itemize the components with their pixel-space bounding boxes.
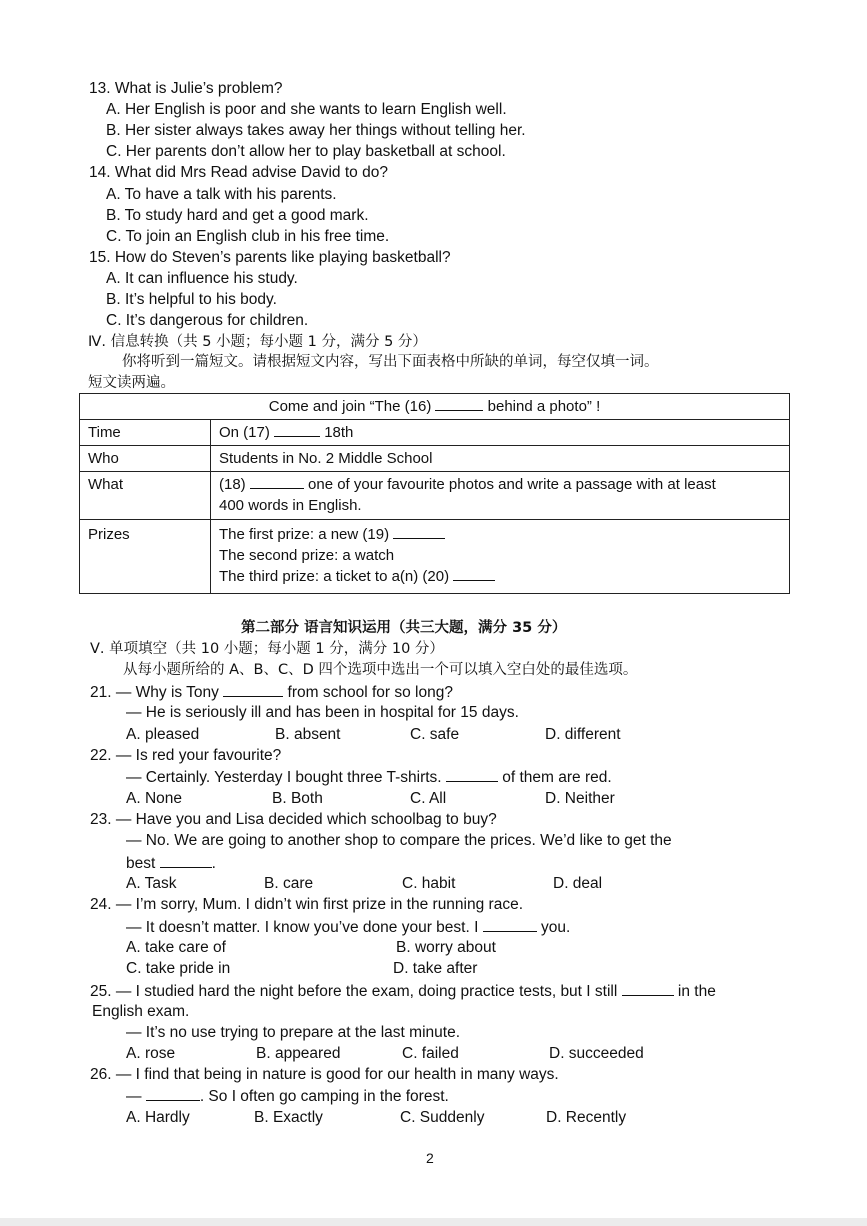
q25-option-b: B. appeared [256, 1045, 341, 1062]
q25-line-1 [90, 981, 716, 1002]
q21-option-b: B. absent [275, 726, 341, 743]
who-value: Students in No. 2 Middle School [211, 446, 790, 472]
prizes-label: Prizes [80, 520, 211, 594]
q14-option-c: C. To join an English club in his free time. [106, 228, 390, 245]
q15-option-c: C. It’s dangerous for children. [106, 312, 309, 329]
q24-option-a: A. take care of [126, 939, 226, 956]
q23-option-d: D. deal [553, 875, 603, 892]
q14-option-b: B. To study hard and get a good mark. [106, 207, 369, 224]
what-post: one of your favourite photos and write a passage with at least [303, 476, 716, 493]
q21-option-c: C. safe [410, 726, 460, 743]
blank-19[interactable] [393, 524, 445, 539]
blank-18[interactable] [250, 474, 304, 489]
q24-option-b: B. worry about [396, 939, 496, 956]
q24-pre: — It doesn’t matter. I know you’ve done your best. I [126, 919, 483, 936]
prize-first: The first prize: a new (19) [219, 526, 394, 543]
q24-line-2 [126, 917, 570, 938]
q26-pre: — [126, 1088, 146, 1105]
page-bottom-edge [0, 1218, 867, 1226]
q15-stem: 15. How do Steven’s parents like playing basketball? [89, 249, 451, 266]
part-2-title: 第二部分 语言知识运用（共三大题，满分 35 分） [241, 620, 567, 636]
table-header [80, 394, 790, 420]
q25-line-3: — It’s no use trying to prepare at the last minute. [126, 1024, 460, 1041]
q26-option-d: D. Recently [546, 1109, 627, 1126]
q23-blank[interactable] [160, 853, 212, 868]
q23-option-a: A. Task [126, 875, 177, 892]
q23-line-3 [126, 853, 216, 874]
section-4-instruction: 你将听到一篇短文。请根据短文内容，写出下面表格中所缺的单词，每空仅填一词。 [122, 354, 659, 370]
q21-blank[interactable] [223, 682, 283, 697]
q23-pre: best [126, 855, 160, 872]
prize-third: The third prize: a ticket to a(n) (20) [219, 568, 454, 585]
blank-20[interactable] [453, 566, 495, 581]
what-line-2: 400 words in English. [219, 497, 362, 514]
q22-line-1: 22. — Is red your favourite? [90, 747, 282, 764]
time-cell [211, 420, 790, 446]
time-label: Time [80, 420, 211, 446]
q23-option-c: C. habit [402, 875, 456, 892]
q26-option-b: B. Exactly [254, 1109, 323, 1126]
q26-line-2 [126, 1086, 449, 1107]
q21-pre: 21. — Why is Tony [90, 684, 224, 701]
q23-line-1: 23. — Have you and Lisa decided which schoolbag to buy? [90, 811, 497, 828]
q26-option-a: A. Hardly [126, 1109, 190, 1126]
q26-option-c: C. Suddenly [400, 1109, 485, 1126]
q22-pre: — Certainly. Yesterday I bought three T-shirts. [126, 769, 446, 786]
q25-line-2: English exam. [92, 1003, 190, 1020]
q23-post: . [211, 855, 216, 872]
q26-blank[interactable] [146, 1086, 200, 1101]
q22-line-2 [126, 767, 612, 788]
section-5-title: Ⅴ. 单项填空（共 10 小题；每小题 1 分，满分 10 分） [90, 641, 444, 657]
q25-option-c: C. failed [402, 1045, 459, 1062]
section-4-instruction-cont: 短文读两遍。 [88, 375, 175, 391]
q25-post: in the [673, 983, 716, 1000]
what-cell [211, 472, 790, 520]
prize-second: The second prize: a watch [219, 547, 395, 564]
section-5-instruction: 从每小题所给的 A、B、C、D 四个选项中选出一个可以填入空白处的最佳选项。 [123, 662, 638, 678]
q24-post: you. [536, 919, 571, 936]
table-header-pre: Come and join “The (16) [268, 398, 436, 415]
q22-blank[interactable] [446, 767, 498, 782]
time-pre: On (17) [219, 424, 275, 441]
q24-line-1: 24. — I’m sorry, Mum. I didn’t win first prize in the running race. [90, 896, 524, 913]
q13-option-c: C. Her parents don’t allow her to play basketball at school. [106, 143, 506, 160]
q21-option-d: D. different [545, 726, 621, 743]
q21-post: from school for so long? [283, 684, 453, 701]
section-4-title: Ⅳ. 信息转换（共 5 小题；每小题 1 分，满分 5 分） [88, 334, 427, 350]
q25-option-d: D. succeeded [549, 1045, 644, 1062]
q14-stem: 14. What did Mrs Read advise David to do? [89, 164, 388, 181]
q21-line-1 [90, 682, 453, 703]
q22-option-c: C. All [410, 790, 447, 807]
blank-16[interactable] [435, 396, 483, 411]
q22-option-d: D. Neither [545, 790, 615, 807]
q14-option-a: A. To have a talk with his parents. [106, 186, 337, 203]
who-label: Who [80, 446, 211, 472]
prizes-cell [211, 520, 790, 594]
time-post: 18th [320, 424, 354, 441]
q13-stem: 13. What is Julie’s problem? [89, 80, 283, 97]
q23-option-b: B. care [264, 875, 314, 892]
q26-post: . So I often go camping in the forest. [199, 1088, 449, 1105]
q25-blank[interactable] [622, 981, 674, 996]
q13-option-a: A. Her English is poor and she wants to learn English well. [106, 101, 507, 118]
q22-post: of them are red. [497, 769, 612, 786]
q26-line-1: 26. — I find that being in nature is good for our health in many ways. [90, 1066, 559, 1083]
table-header-post: behind a photo” ! [483, 398, 601, 415]
q22-option-b: B. Both [272, 790, 323, 807]
page-number: 2 [426, 1150, 434, 1166]
q15-option-b: B. It’s helpful to his body. [106, 291, 277, 308]
info-table [79, 393, 790, 594]
q23-line-2: — No. We are going to another shop to compare the prices. We’d like to get the [126, 832, 672, 849]
q25-option-a: A. rose [126, 1045, 176, 1062]
what-label: What [80, 472, 211, 520]
q25-pre: 25. — I studied hard the night before the exam, doing practice tests, but I still [90, 983, 622, 1000]
q15-option-a: A. It can influence his study. [106, 270, 298, 287]
q21-line-2: — He is seriously ill and has been in hospital for 15 days. [126, 704, 519, 721]
q21-option-a: A. pleased [126, 726, 200, 743]
q24-option-d: D. take after [393, 960, 478, 977]
q24-blank[interactable] [483, 917, 537, 932]
q13-option-b: B. Her sister always takes away her things without telling her. [106, 122, 526, 139]
blank-17[interactable] [274, 422, 320, 437]
q24-option-c: C. take pride in [126, 960, 231, 977]
q22-option-a: A. None [126, 790, 183, 807]
what-pre: (18) [219, 476, 250, 493]
